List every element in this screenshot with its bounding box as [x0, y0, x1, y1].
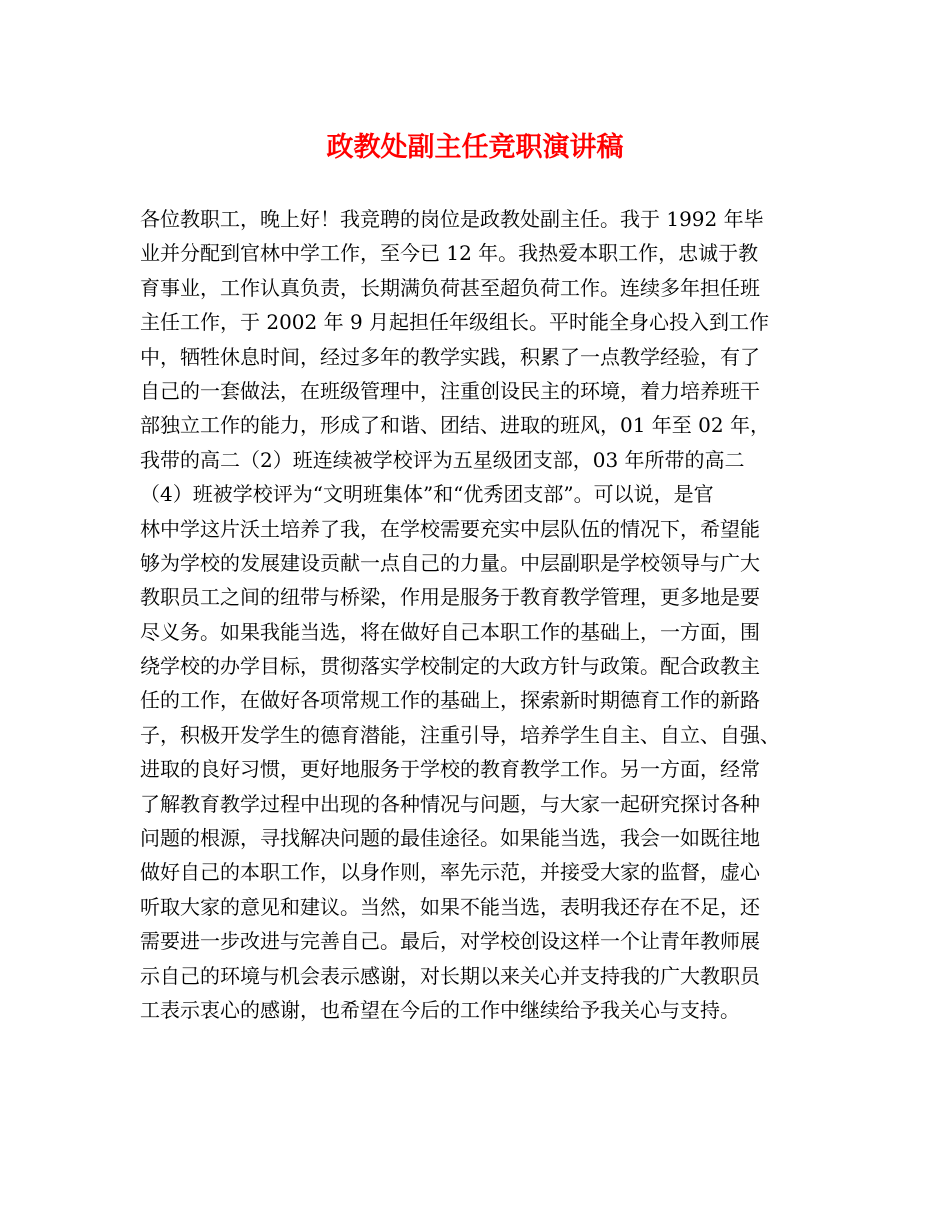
body-line: 中，牺牲休息时间，经过多年的教学实践，积累了一点教学经验，有了: [140, 344, 760, 369]
body-line: 各位教职工，晚上好！我竞聘的岗位是政教处副主任。我于 1992 年毕: [140, 207, 764, 231]
body-line: 听取大家的意见和建议。当然，如果不能当选，表明我还存在不足，还: [140, 894, 760, 919]
body-line: 部独立工作的能力，形成了和谐、团结、进取的班风，01 年至 02 年，: [140, 413, 770, 438]
body-line: 示自己的环境与机会表示感谢，对长期以来关心并支持我的广大教职员: [140, 963, 760, 988]
body-line: 育事业，工作认真负责，长期满负荷甚至超负荷工作。连续多年担任班: [140, 275, 760, 300]
body-line: 业并分配到官林中学工作，至今已 12 年。我热爱本职工作，忠诚于教: [140, 241, 759, 266]
body-line: 工表示衷心的感谢，也希望在今后的工作中继续给予我关心与支持。: [140, 997, 740, 1022]
body-line: 需要进一步改进与完善自己。最后，对学校创设这样一个让青年教师展: [140, 929, 760, 954]
body-line: （4）班被学校评为“文明班集体”和“优秀团支部”。可以说，是官: [140, 482, 714, 507]
document-body: [140, 202, 830, 1027]
body-line: 绕学校的办学目标，贯彻落实学校制定的大政方针与政策。配合政教主: [140, 654, 760, 679]
body-line: 了解教育教学过程中出现的各种情况与问题，与大家一起研究探讨各种: [140, 791, 760, 816]
document-title: 政教处副主任竞职演讲稿: [326, 132, 624, 163]
body-line: 做好自己的本职工作，以身作则，率先示范，并接受大家的监督，虚心: [140, 860, 760, 885]
body-line: 子，积极开发学生的德育潜能，注重引导，培养学生自主、自立、自强、: [140, 722, 780, 747]
body-line: 任的工作，在做好各项常规工作的基础上，探索新时期德育工作的新路: [140, 688, 760, 713]
body-line: 林中学这片沃土培养了我，在学校需要充实中层队伍的情况下，希望能: [140, 516, 760, 541]
body-line: 够为学校的发展建设贡献一点自己的力量。中层副职是学校领导与广大: [140, 550, 760, 575]
body-line: 我带的高二（2）班连续被学校评为五星级团支部，03 年所带的高二: [140, 447, 745, 472]
body-line: 尽义务。如果我能当选，将在做好自己本职工作的基础上，一方面，围: [140, 619, 760, 644]
body-line: 问题的根源，寻找解决问题的最佳途径。如果能当选，我会一如既往地: [140, 826, 760, 851]
body-line: 主任工作，于 2002 年 9 月起担任年级组长。平时能全身心投入到工作: [140, 310, 770, 335]
body-line: 教职员工之间的纽带与桥梁，作用是服务于教育教学管理，更多地是要: [140, 585, 760, 610]
body-line: 自己的一套做法，在班级管理中，注重创设民主的环境，着力培养班干: [140, 378, 760, 403]
body-line: 进取的良好习惯，更好地服务于学校的教育教学工作。另一方面，经常: [140, 757, 760, 782]
